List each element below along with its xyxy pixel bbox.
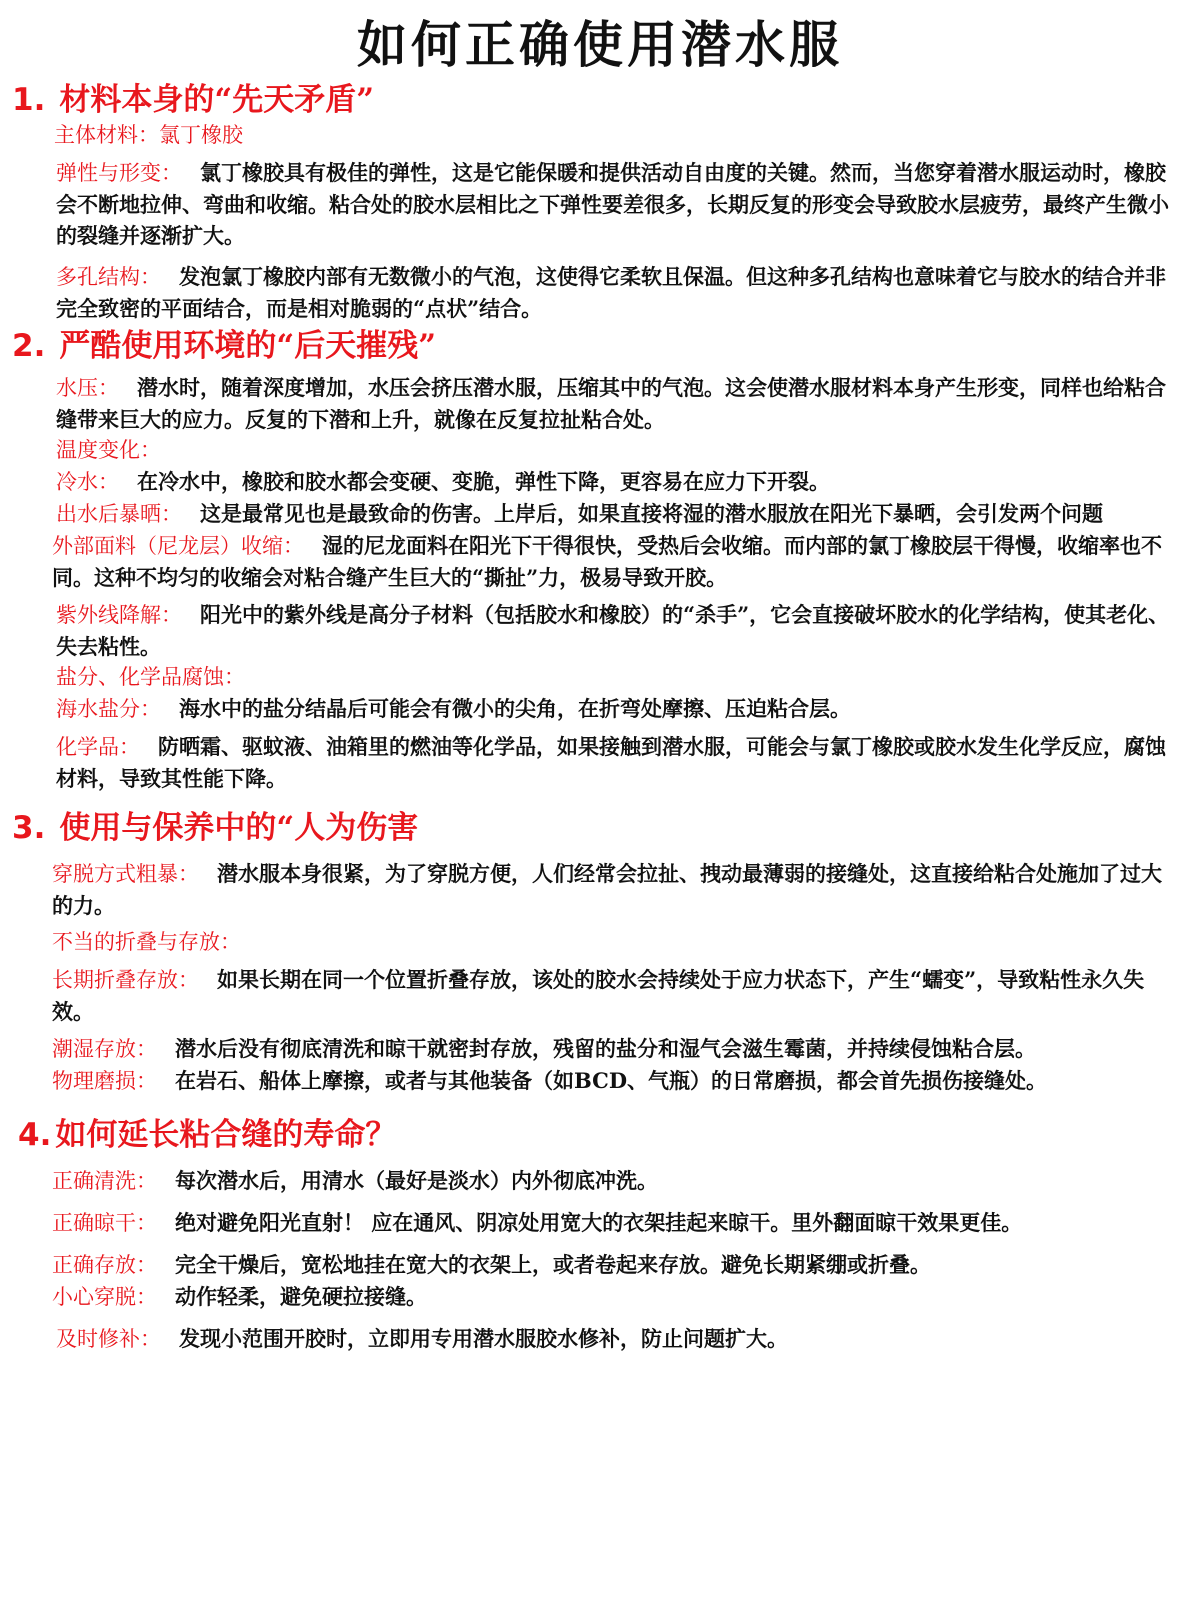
paragraph-text: 湿的尼龙面料在阳光下干得很快，受热后会收缩。而内部的氯丁橡胶层干得慢，收缩率也不同。这种不均匀的收缩会对粘合缝产生巨大的“撕扯”力，极易导致开胶。 xyxy=(52,533,1162,590)
paragraph-text: 在冷水中，橡胶和胶水都会变硬、变脆，弹性下降，更容易在应力下开裂。 xyxy=(137,469,830,494)
paragraph-label: 海水盐分： xyxy=(56,697,161,721)
paragraph xyxy=(52,964,1170,1027)
paragraph-text: 在岩石、船体上摩擦，或者与其他装备（如BCD、气瓶）的日常磨损，都会首先损伤接缝处。 xyxy=(175,1068,1048,1093)
paragraph-label: 穿脱方式粗暴： xyxy=(52,862,199,886)
paragraph-text: 完全干燥后，宽松地挂在宽大的衣架上，或者卷起来存放。避免长期紧绷或折叠。 xyxy=(175,1252,931,1277)
section-title: 材料本身的“先天矛盾” xyxy=(59,82,375,118)
paragraph xyxy=(56,498,1170,530)
section-3 xyxy=(0,808,1200,1097)
page-title: 如何正确使用潜水服 xyxy=(357,15,843,74)
paragraph-label: 弹性与形变： xyxy=(56,161,182,185)
paragraph-label: 出水后暴晒： xyxy=(56,502,182,526)
section-4 xyxy=(0,1115,1200,1355)
section-4-heading xyxy=(18,1115,1200,1155)
section-number: 1. xyxy=(12,82,46,118)
paragraph xyxy=(52,1281,1170,1313)
section-2-heading xyxy=(12,326,1200,366)
paragraph-label: 长期折叠存放： xyxy=(52,968,199,992)
section-title: 使用与保养中的“人为伤害 xyxy=(59,810,419,846)
subheading: 温度变化： xyxy=(56,438,161,462)
paragraph-text: 发泡氯丁橡胶内部有无数微小的气泡，这使得它柔软且保温。但这种多孔结构也意味着它与胶水的结合并非完全致密的平面结合，而是相对脆弱的“点状”结合。 xyxy=(56,264,1166,321)
section-3-heading xyxy=(12,808,1200,848)
paragraph-label: 化学品： xyxy=(56,735,140,759)
paragraph xyxy=(52,1249,1170,1281)
section-1-heading xyxy=(12,80,1200,120)
paragraph xyxy=(56,731,1170,794)
subheading: 盐分、化学品腐蚀： xyxy=(56,665,245,689)
paragraph-label: 紫外线降解： xyxy=(56,603,182,627)
paragraph-label: 冷水： xyxy=(56,470,119,494)
paragraph-label: 及时修补： xyxy=(56,1327,161,1351)
paragraph-text: 阳光中的紫外线是高分子材料（包括胶水和橡胶）的“杀手”，它会直接破坏胶水的化学结构，使其老化、失去粘性。 xyxy=(56,602,1170,659)
paragraph-text: 这是最常见也是最致命的伤害。上岸后，如果直接将湿的潜水服放在阳光下暴晒，会引发两个问题 xyxy=(200,501,1103,526)
paragraph xyxy=(52,1033,1170,1065)
paragraph-text: 绝对避免阳光直射！ 应在通风、阴凉处用宽大的衣架挂起来晾干。里外翻面晾干效果更佳。 xyxy=(175,1210,1023,1235)
paragraph-label: 物理磨损： xyxy=(52,1069,157,1093)
paragraph-label: 正确清洗： xyxy=(52,1169,157,1193)
subheading: 不当的折叠与存放： xyxy=(52,930,241,954)
paragraph-text: 潜水时，随着深度增加，水压会挤压潜水服，压缩其中的气泡。这会使潜水服材料本身产生形变，同样也给粘合缝带来巨大的应力。反复的下潜和上升，就像在反复拉扯粘合处。 xyxy=(56,375,1166,432)
paragraph xyxy=(56,599,1170,662)
section-number: 3. xyxy=(12,810,46,846)
paragraph-label: 水压： xyxy=(56,376,119,400)
paragraph xyxy=(52,530,1170,593)
paragraph xyxy=(56,261,1170,324)
paragraph xyxy=(56,157,1170,251)
paragraph-text: 潜水服本身很紧，为了穿脱方便，人们经常会拉扯、拽动最薄弱的接缝处，这直接给粘合处施加了过大的力。 xyxy=(52,861,1162,918)
paragraph xyxy=(52,1207,1170,1239)
paragraph-text: 潜水后没有彻底清洗和晾干就密封存放，残留的盐分和湿气会滋生霉菌，并持续侵蚀粘合层。 xyxy=(175,1036,1036,1061)
paragraph xyxy=(52,858,1170,921)
paragraph-text: 如果长期在同一个位置折叠存放，该处的胶水会持续处于应力状态下，产生“蠕变”，导致粘性永久失效。 xyxy=(52,967,1145,1024)
paragraph xyxy=(52,1165,1170,1197)
paragraph-label: 正确晾干： xyxy=(52,1211,157,1235)
paragraph xyxy=(56,466,1170,498)
paragraph xyxy=(56,1323,1170,1355)
paragraph-text: 动作轻柔，避免硬拉接缝。 xyxy=(175,1284,427,1309)
subheading: 主体材料：氯丁橡胶 xyxy=(54,123,243,147)
section-number: 4. xyxy=(18,1117,52,1153)
paragraph-text: 防晒霜、驱蚊液、油箱里的燃油等化学品，如果接触到潜水服，可能会与氯丁橡胶或胶水发生化学反应，腐蚀材料，导致其性能下降。 xyxy=(56,734,1166,791)
paragraph-label: 潮湿存放： xyxy=(52,1037,157,1061)
paragraph-text: 每次潜水后，用清水（最好是淡水）内外彻底冲洗。 xyxy=(175,1168,658,1193)
section-1 xyxy=(0,80,1200,324)
paragraph-label: 小心穿脱： xyxy=(52,1285,157,1309)
paragraph xyxy=(56,693,1170,725)
section-2 xyxy=(0,326,1200,794)
paragraph xyxy=(56,372,1170,435)
section-title: 严酷使用环境的“后天摧残” xyxy=(59,328,437,364)
paragraph-text: 发现小范围开胶时，立即用专用潜水服胶水修补，防止问题扩大。 xyxy=(179,1326,788,1351)
paragraph xyxy=(52,1065,1170,1097)
paragraph-text: 海水中的盐分结晶后可能会有微小的尖角，在折弯处摩擦、压迫粘合层。 xyxy=(179,696,851,721)
paragraph-text: 氯丁橡胶具有极佳的弹性，这是它能保暖和提供活动自由度的关键。然而，当您穿着潜水服运动时，橡胶会不断地拉伸、弯曲和收缩。粘合处的胶水层相比之下弹性要差很多，长期反复的形变会导致胶水层疲劳，最终产生微小的裂缝并逐渐扩大。 xyxy=(56,160,1169,248)
paragraph-label: 外部面料（尼龙层）收缩： xyxy=(52,534,304,558)
paragraph-label: 多孔结构： xyxy=(56,265,161,289)
section-number: 2. xyxy=(12,328,46,364)
section-title: 如何延长粘合缝的寿命？ xyxy=(55,1117,397,1153)
paragraph-label: 正确存放： xyxy=(52,1253,157,1277)
